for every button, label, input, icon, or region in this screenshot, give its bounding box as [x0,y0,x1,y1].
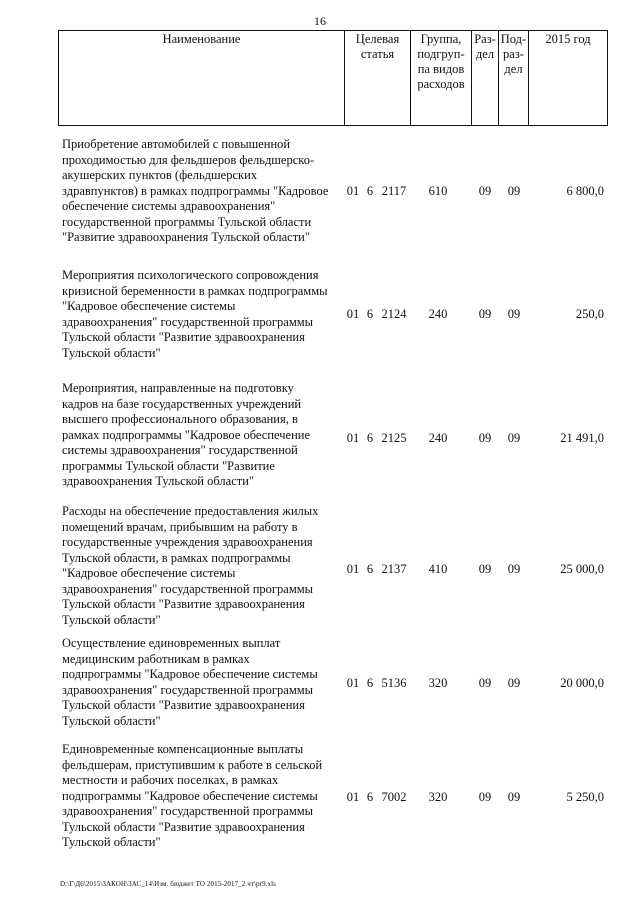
expense-group: 320 [428,790,448,804]
row-name [62,381,342,490]
row-name-line: Единовременные компенсационные выплаты [62,742,304,756]
header-section-line: Раз- [474,32,496,46]
row-name-line: кризисной беременности в рамках подпрограммы [62,283,328,298]
row-name-line: акушерских пунктов (фельдшерских [62,168,258,182]
amount: 21 491,0 [560,431,604,445]
row-name-line: фельдшерам, приступившим к работе в сельской [62,757,323,772]
row-name [62,137,342,246]
row-name-line: высшего профессионального образования, в [62,412,298,426]
header-name-label: Наименование [162,32,241,46]
subsection: 09 [507,184,521,198]
code-part-2: 6 [366,562,374,576]
header-name [58,30,345,126]
row-name [62,636,342,729]
header-expense-group-line: Группа, [420,32,462,46]
header-section [472,30,499,126]
code-part-2: 6 [366,676,374,690]
row-name [62,268,342,361]
header-year-label: 2015 год [545,32,591,46]
header-section-line: дел [475,47,495,61]
code-part-1: 01 [346,562,360,576]
subsection: 09 [507,562,521,576]
row-name-line: рамках подпрограммы "Кадровое обеспечение [62,427,311,442]
row-name-line: здравоохранения" государственной программы [62,804,314,818]
row-name-line: Осуществление единовременных выплат [62,636,281,650]
section: 09 [478,431,492,445]
row-name-line: Мероприятия, направленные на подготовку [62,381,294,395]
header-expense-group-line: па видов [417,62,465,76]
file-path-footer: D:\Г\Д6\2015\ЗАКОН\ЗАС_14\Изм. бюджет ТО 2015-2017_2 чт\pr9.xls [60,880,276,888]
row-name-line: помещений врачам, прибывшим на работу в [62,519,298,534]
section: 09 [478,184,492,198]
row-name-line: "Кадровое обеспечение системы [62,299,236,313]
row-name-line: Тульской области" [62,345,161,360]
code-part-2: 6 [366,431,374,445]
row-name-line: программы Тульской области "Развитие [62,458,275,473]
code-part-1: 01 [346,307,360,321]
code-part-3: 2117 [381,184,407,198]
code-part-3: 2125 [381,431,407,445]
row-name-line: здравоохранения Тульской области" [62,474,255,488]
header-target-article-line: статья [360,47,395,61]
row-name-line: Тульской области "Развитие здравоохранения [62,698,305,712]
subsection: 09 [507,676,521,690]
row-name-line: подпрограммы "Кадровое обеспечение системы [62,667,318,681]
section: 09 [478,676,492,690]
code-part-1: 01 [346,790,360,804]
section: 09 [478,790,492,804]
row-name-line: проходимостью для фельдшеров фельдшерско- [62,152,315,167]
amount: 25 000,0 [560,562,604,576]
row-name-line: Тульской области "Развитие здравоохранения [62,819,305,834]
code-part-1: 01 [346,184,360,198]
subsection: 09 [507,307,521,321]
header-expense-group-line: расходов [417,77,465,91]
row-name-line: Расходы на обеспечение предоставления жилых [62,504,319,518]
code-part-3: 5136 [381,676,407,690]
header-subsection [499,30,529,126]
amount: 20 000,0 [560,676,604,690]
row-name-line: кадров на базе государственных учреждений [62,396,302,411]
amount: 5 250,0 [566,790,604,804]
expense-group: 320 [428,676,448,690]
row-name-line: Тульской области" [62,713,161,728]
header-subsection-line: раз- [503,47,524,61]
row-name-line: "Кадровое обеспечение системы [62,566,236,580]
row-name [62,742,342,851]
section: 09 [478,307,492,321]
code-part-2: 6 [366,790,374,804]
expense-group: 610 [428,184,448,198]
row-name-line: Тульской области" [62,612,161,627]
code-part-2: 6 [366,307,374,321]
row-name-line: Мероприятия психологического сопровождения [62,268,319,282]
row-name-line: подпрограммы "Кадровое обеспечение системы [62,788,318,803]
code-part-3: 7002 [381,790,407,804]
code-part-1: 01 [346,431,360,445]
row-name-line: Тульской области "Развитие здравоохранения [62,330,305,344]
row-name-line: Тульской области" [62,835,161,849]
row-name-line: Тульской области "Развитие здравоохранения [62,597,305,611]
expense-group: 410 [428,562,448,576]
row-name-line: здравоохранения" государственной программы [62,682,314,697]
row-name-line: Тульской области, в рамках подпрограммы [62,550,291,565]
header-subsection-line: дел [504,62,523,76]
amount: 250,0 [575,307,604,321]
row-name-line: здравоохранения" государственной программы [62,314,314,329]
code-part-1: 01 [346,676,360,690]
subsection: 09 [507,431,521,445]
header-subsection-line: Под- [500,32,527,46]
page-number: 16 [314,14,326,28]
row-name-line: государственной программы Тульской области [62,214,312,229]
code-part-3: 2137 [381,562,407,576]
row-name-line: местности и рабочих поселках, в рамках [62,773,279,787]
header-target-article [345,30,411,126]
section: 09 [478,562,492,576]
expense-group: 240 [428,431,448,445]
header-target-article-line: Целевая [355,32,400,46]
code-part-2: 6 [366,184,374,198]
header-year [529,30,608,126]
row-name-line: Приобретение автомобилей с повышенной [62,137,291,151]
row-name-line: государственные учреждения здравоохранения [62,535,313,549]
row-name-line: обеспечение системы здравоохранения" [62,199,276,213]
amount: 6 800,0 [566,184,604,198]
header-expense-group [411,30,472,126]
subsection: 09 [507,790,521,804]
row-name-line: медицинским работникам в рамках [62,651,250,666]
code-part-3: 2124 [381,307,407,321]
row-name-line: системы здравоохранения" государственной [62,443,298,457]
header-expense-group-line: подгруп- [417,47,465,61]
row-name-line: "Развитие здравоохранения Тульской области" [62,230,310,244]
expense-group: 240 [428,307,448,321]
row-name-line: здравоохранения" государственной программы [62,581,314,596]
row-name-line: здравпунктов) в рамках подпрограммы "Кадровое [62,183,329,198]
row-name [62,504,342,628]
